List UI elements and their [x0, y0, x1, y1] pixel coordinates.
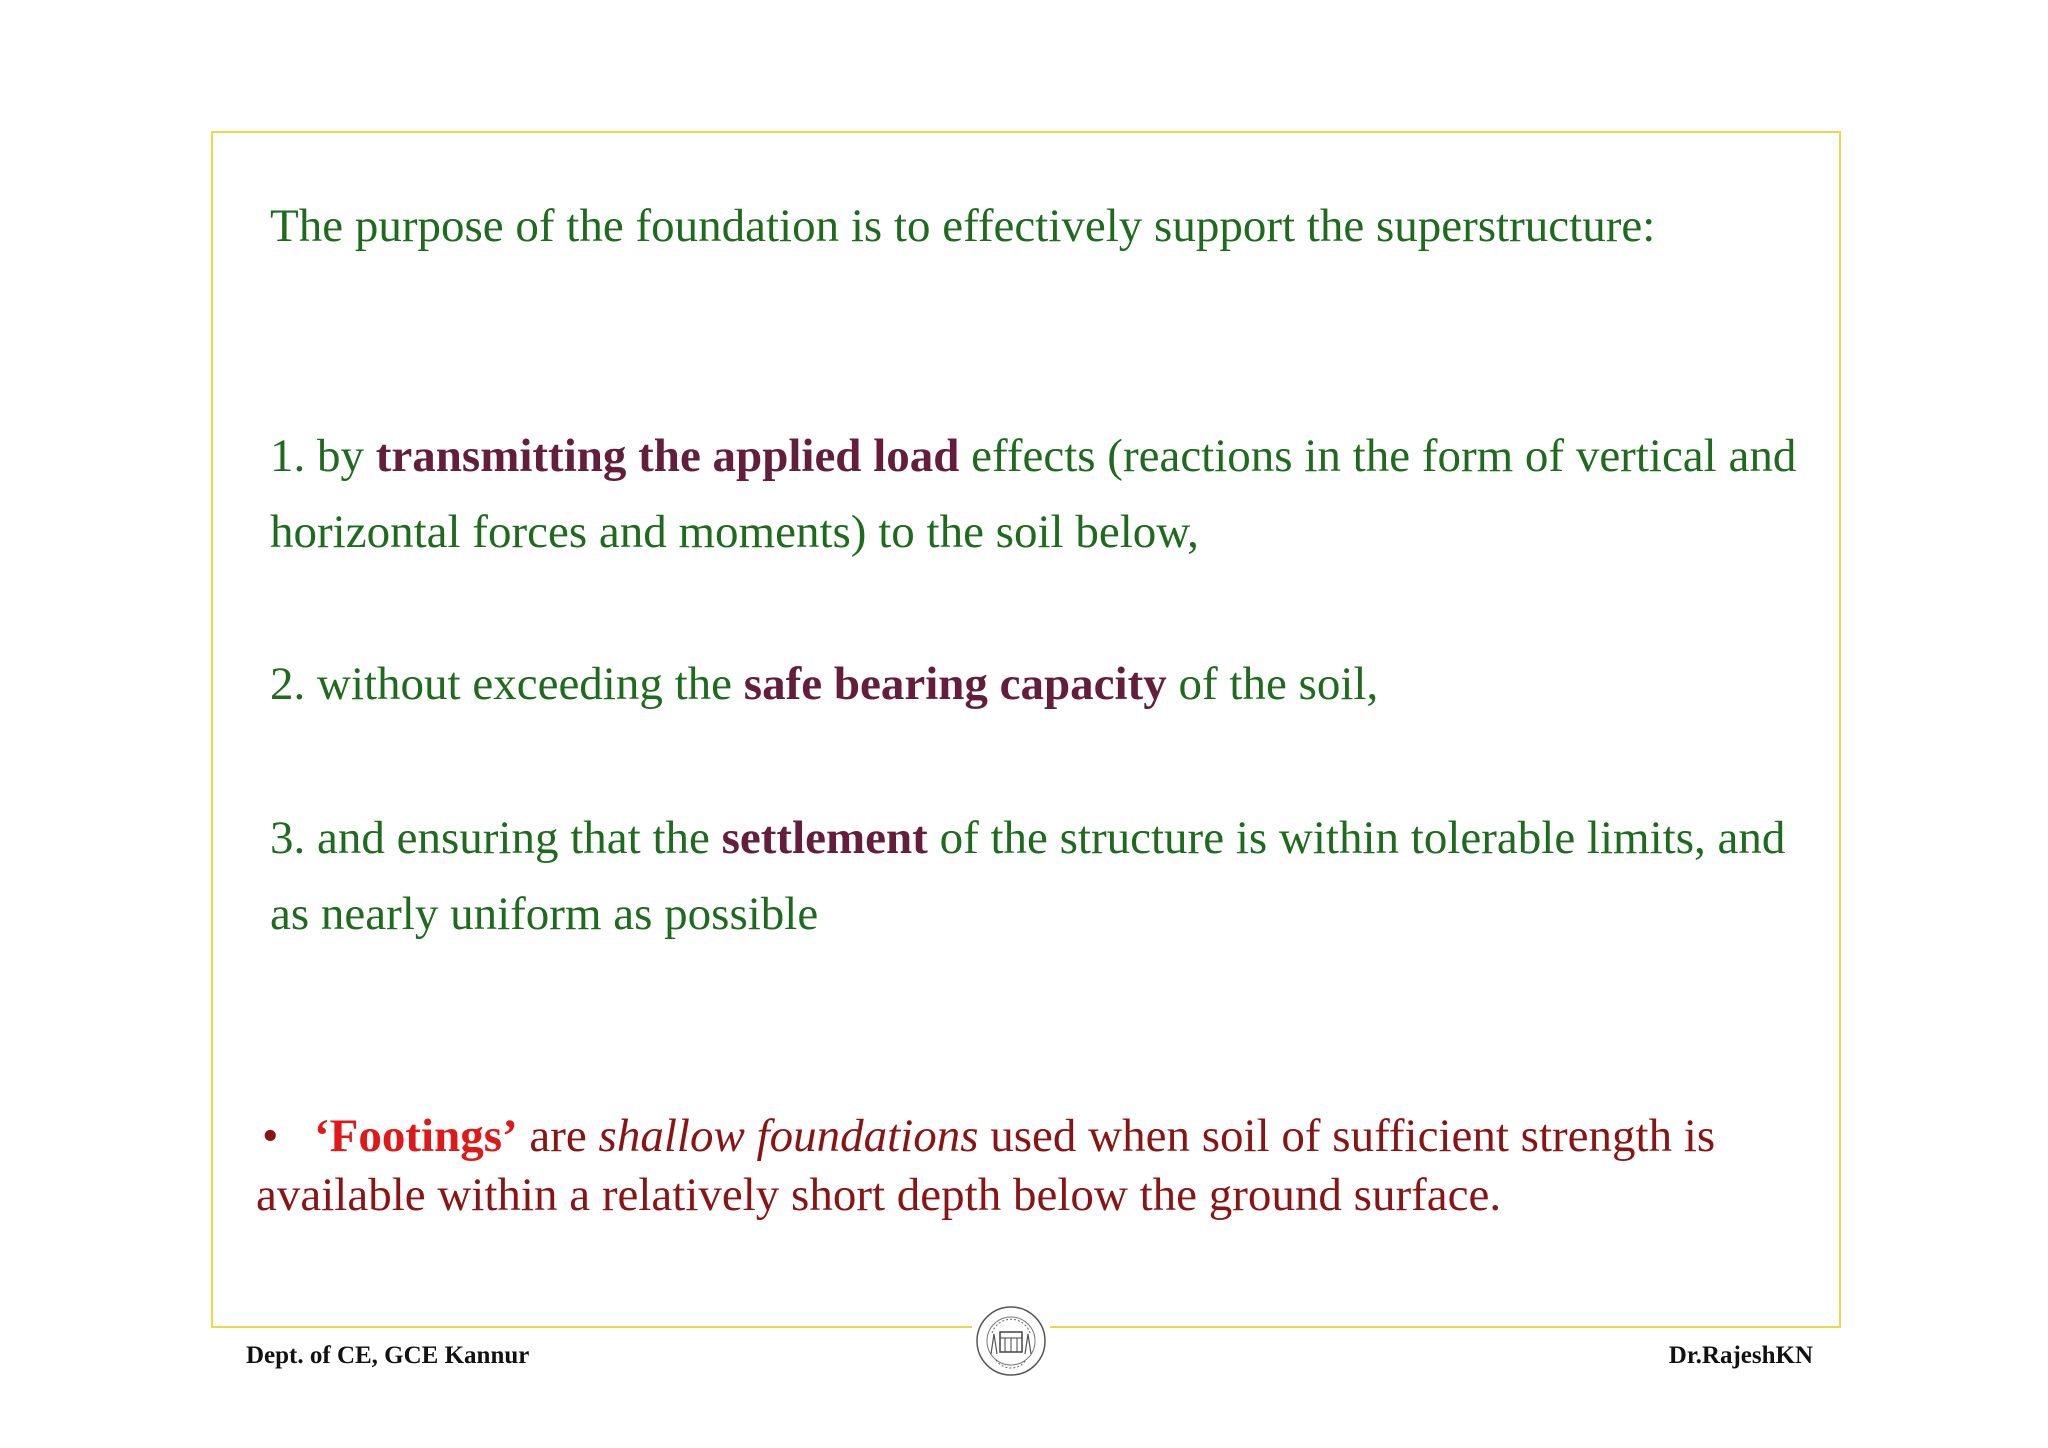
point-3: [270, 800, 1800, 952]
footer-department: Dept. of CE, GCE Kannur: [246, 1342, 530, 1369]
point-3-prefix: 3. and ensuring that the: [270, 812, 722, 864]
bullet-text-1: are: [517, 1110, 599, 1162]
point-3-emphasis: settlement: [721, 812, 928, 864]
point-1: [270, 418, 1800, 570]
point-1-prefix: 1. by: [270, 430, 376, 482]
intro-paragraph: The purpose of the foundation is to effectively support the superstructure:: [270, 200, 1656, 252]
point-2-text: of the soil,: [1166, 658, 1379, 710]
footings-bullet: [256, 1107, 1786, 1225]
bullet-text-2: used when soil of sufficient strength is available within a relatively short depth below the ground surface.: [256, 1110, 1716, 1221]
footer-author: Dr.RajeshKN: [1668, 1342, 1813, 1369]
point-2-prefix: 2. without exceeding the: [270, 658, 744, 710]
point-3-text: of the structure is within tolerable limits, and as nearly uniform as possible: [270, 812, 1786, 940]
point-2-emphasis: safe bearing capacity: [743, 658, 1167, 710]
bullet-italic: shallow foundations: [598, 1110, 979, 1162]
footings-term: ‘Footings’: [314, 1110, 518, 1162]
college-emblem-icon: [972, 1302, 1050, 1380]
point-1-text: effects (reactions in the form of vertical and horizontal forces and moments) to the soil below,: [270, 430, 1797, 558]
point-2: [270, 646, 1800, 722]
bullet-dot: •: [262, 1110, 279, 1162]
point-1-emphasis: transmitting the applied load: [375, 430, 960, 482]
